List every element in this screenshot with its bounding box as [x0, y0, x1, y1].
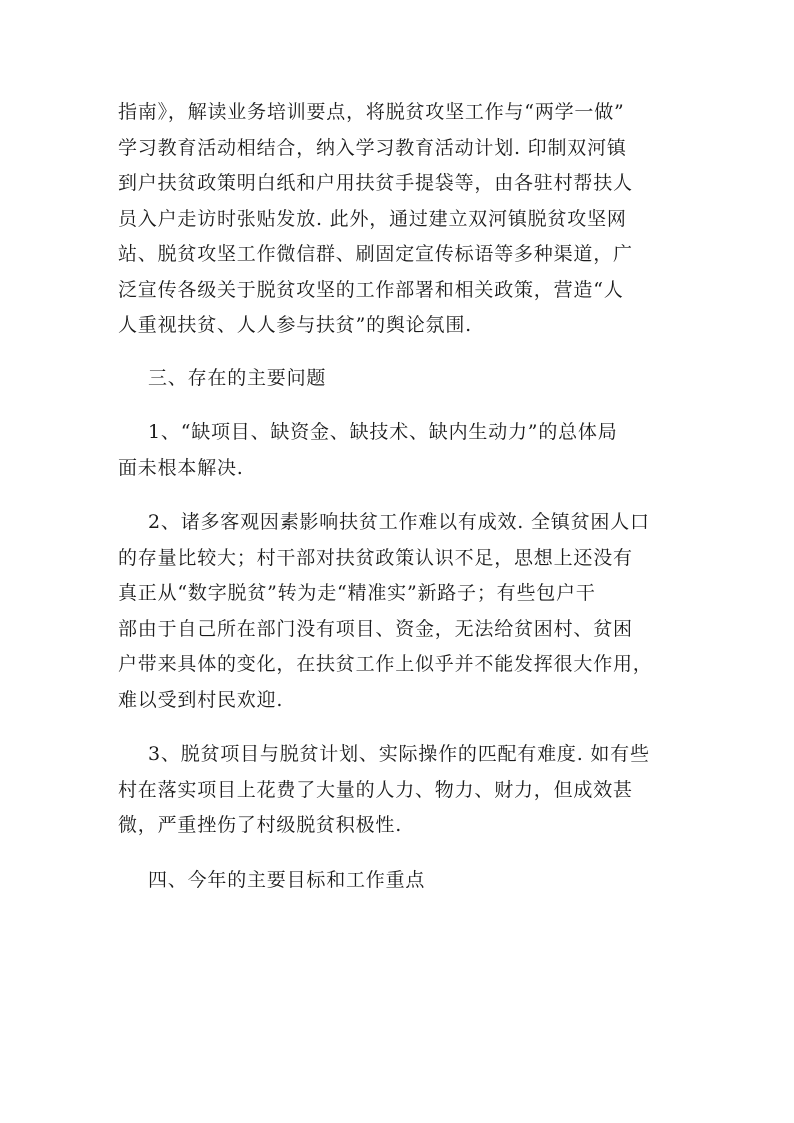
paragraph-line: 1、“缺项目、缺资金、缺技术、缺内生动力”的总体局: [148, 421, 618, 443]
paragraph-line: 部由于自己所在部门没有项目、资金，无法给贫困村、贫困: [118, 617, 633, 640]
paragraph-line: 2、诸多客观因素影响扶贫工作难以有成效. 全镇贫困人口: [148, 511, 650, 533]
paragraph-line: 3、脱贫项目与脱贫计划、实际操作的匹配有难度. 如有些: [148, 743, 650, 765]
paragraph-line: 微，严重挫伤了村级脱贫积极性.: [118, 814, 403, 836]
paragraph-line: 到户扶贫政策明白纸和户用扶贫手提袋等，由各驻村帮扶人: [118, 172, 633, 194]
document-body: [118, 95, 678, 898]
paragraph-line: 村在落实项目上花费了大量的人力、物力、财力，但成效甚: [118, 778, 633, 801]
paragraph-line: 难以受到村民欢迎.: [118, 688, 284, 711]
paragraph-issue-2: [118, 505, 678, 718]
paragraph-line: 指南》，解读业务培训要点，将脱贫攻坚工作与“两学一做”: [118, 101, 625, 123]
paragraph-line: 户带来具体的变化，在扶贫工作上似乎并不能发挥很大作用，: [118, 653, 653, 675]
paragraph-publicity: [118, 95, 678, 344]
paragraph-issue-1: [118, 415, 678, 486]
paragraph-line: 学习教育活动相结合，纳入学习教育活动计划. 印制双河镇: [118, 136, 627, 159]
paragraph-line: 员入户走访时张贴发放. 此外，通过建立双河镇脱贫攻坚网: [118, 207, 627, 230]
paragraph-line: 的存量比较大；村干部对扶贫政策认识不足，思想上还没有: [118, 546, 633, 569]
paragraph-line: 真正从“数字脱贫”转为走“精准实”新路子；有些包户干: [118, 582, 596, 604]
paragraph-line: 泛宣传各级关于脱贫攻坚的工作部署和相关政策，营造“人: [118, 278, 624, 301]
paragraph-line: 面未根本解决.: [118, 456, 244, 479]
section-heading-problems: 三、存在的主要问题: [148, 366, 327, 389]
paragraph-line: 站、脱贫攻坚工作微信群、刷固定宣传标语等多种渠道，广: [118, 243, 633, 265]
paragraph-issue-3: [118, 737, 678, 844]
paragraph-line: 人重视扶贫、人人参与扶贫”的舆论氛围.: [118, 314, 472, 336]
section-heading-goals: 四、今年的主要目标和工作重点: [148, 868, 426, 891]
